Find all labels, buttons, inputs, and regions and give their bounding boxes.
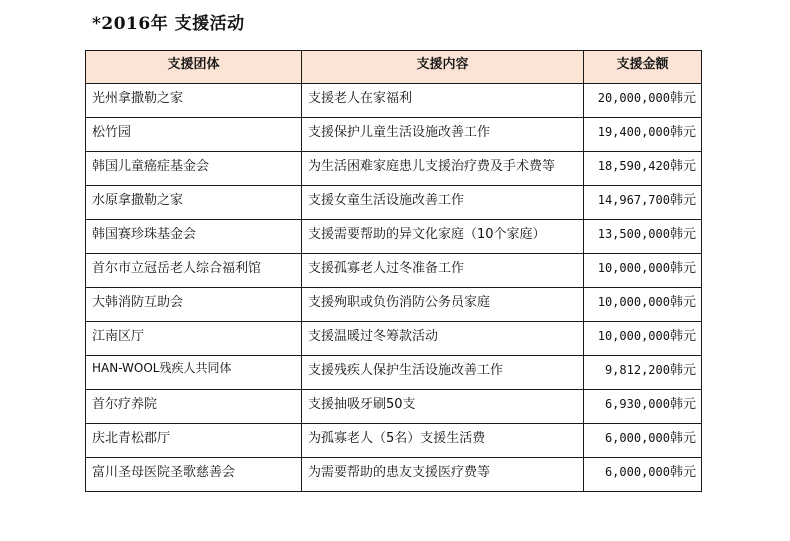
table-row [86, 356, 702, 390]
cell-org: 庆北青松郡厅 [86, 424, 302, 458]
cell-content: 支援孤寡老人过冬准备工作 [302, 254, 584, 288]
amount-value: 13,500,000 [597, 227, 670, 241]
cell-content: 为孤寡老人（5名）支援生活费 [302, 424, 584, 458]
amount-value: 14,967,700 [597, 193, 670, 207]
header-support-content: 支援内容 [302, 51, 584, 84]
cell-content: 支援抽吸牙刷50支 [302, 390, 584, 424]
cell-org: 光州拿撒勒之家 [86, 84, 302, 118]
cell-org: 首尔疗养院 [86, 390, 302, 424]
amount-value: 18,590,420 [597, 159, 670, 173]
table-row [86, 220, 702, 254]
cell-content: 为需要帮助的患友支援医疗费等 [302, 458, 584, 492]
table-row [86, 254, 702, 288]
page-title: *2016年 支援活动 [92, 14, 245, 34]
cell-org: HAN-WOOL残疾人共同体 [86, 356, 302, 390]
cell-org: 首尔市立冠岳老人综合福利馆 [86, 254, 302, 288]
cell-content: 为生活困难家庭患儿支援治疗费及手术费等 [302, 152, 584, 186]
amount-value: 10,000,000 [597, 329, 670, 343]
amount-value: 9,812,200 [604, 363, 670, 377]
amount-value: 6,000,000 [604, 431, 670, 445]
cell-content: 支援需要帮助的异文化家庭（10个家庭） [302, 220, 584, 254]
amount-unit: 韩元 [669, 295, 696, 310]
table-row [86, 84, 702, 118]
amount-unit: 韩元 [669, 227, 696, 242]
amount-value: 6,930,000 [604, 397, 670, 411]
cell-amount [584, 458, 702, 492]
cell-content: 支援老人在家福利 [302, 84, 584, 118]
cell-amount [584, 288, 702, 322]
table-row [86, 152, 702, 186]
cell-amount [584, 84, 702, 118]
amount-value: 19,400,000 [597, 125, 670, 139]
cell-content: 支援女童生活设施改善工作 [302, 186, 584, 220]
cell-amount [584, 390, 702, 424]
cell-content: 支援温暖过冬筹款活动 [302, 322, 584, 356]
cell-amount [584, 254, 702, 288]
header-support-amount: 支援金额 [584, 51, 702, 84]
cell-amount [584, 152, 702, 186]
amount-value: 10,000,000 [597, 261, 670, 275]
cell-org: 韩国赛珍珠基金会 [86, 220, 302, 254]
cell-org: 大韩消防互助会 [86, 288, 302, 322]
amount-unit: 韩元 [669, 125, 696, 140]
amount-unit: 韩元 [669, 397, 696, 412]
cell-amount [584, 356, 702, 390]
amount-unit: 韩元 [669, 329, 696, 344]
table-row [86, 118, 702, 152]
cell-amount [584, 220, 702, 254]
table-row [86, 288, 702, 322]
cell-amount [584, 186, 702, 220]
cell-content: 支援殉职或负伤消防公务员家庭 [302, 288, 584, 322]
amount-value: 6,000,000 [604, 465, 670, 479]
cell-org: 韩国儿童癌症基金会 [86, 152, 302, 186]
amount-unit: 韩元 [669, 159, 696, 174]
cell-org: 富川圣母医院圣歌慈善会 [86, 458, 302, 492]
cell-amount [584, 118, 702, 152]
table-header-row [86, 51, 702, 84]
cell-amount [584, 424, 702, 458]
amount-value: 10,000,000 [597, 295, 670, 309]
amount-unit: 韩元 [669, 261, 696, 276]
table-row [86, 186, 702, 220]
cell-content: 支援残疾人保护生活设施改善工作 [302, 356, 584, 390]
amount-unit: 韩元 [669, 91, 696, 106]
header-support-group: 支援团体 [86, 51, 302, 84]
amount-value: 20,000,000 [597, 91, 670, 105]
amount-unit: 韩元 [669, 193, 696, 208]
support-table [85, 50, 702, 492]
table-row [86, 424, 702, 458]
cell-org: 江南区厅 [86, 322, 302, 356]
amount-unit: 韩元 [669, 465, 696, 480]
cell-content: 支援保护儿童生活设施改善工作 [302, 118, 584, 152]
amount-unit: 韩元 [669, 363, 696, 378]
table-row [86, 322, 702, 356]
amount-unit: 韩元 [669, 431, 696, 446]
table-row [86, 390, 702, 424]
table-row [86, 458, 702, 492]
cell-amount [584, 322, 702, 356]
cell-org: 松竹园 [86, 118, 302, 152]
cell-org: 水原拿撒勒之家 [86, 186, 302, 220]
